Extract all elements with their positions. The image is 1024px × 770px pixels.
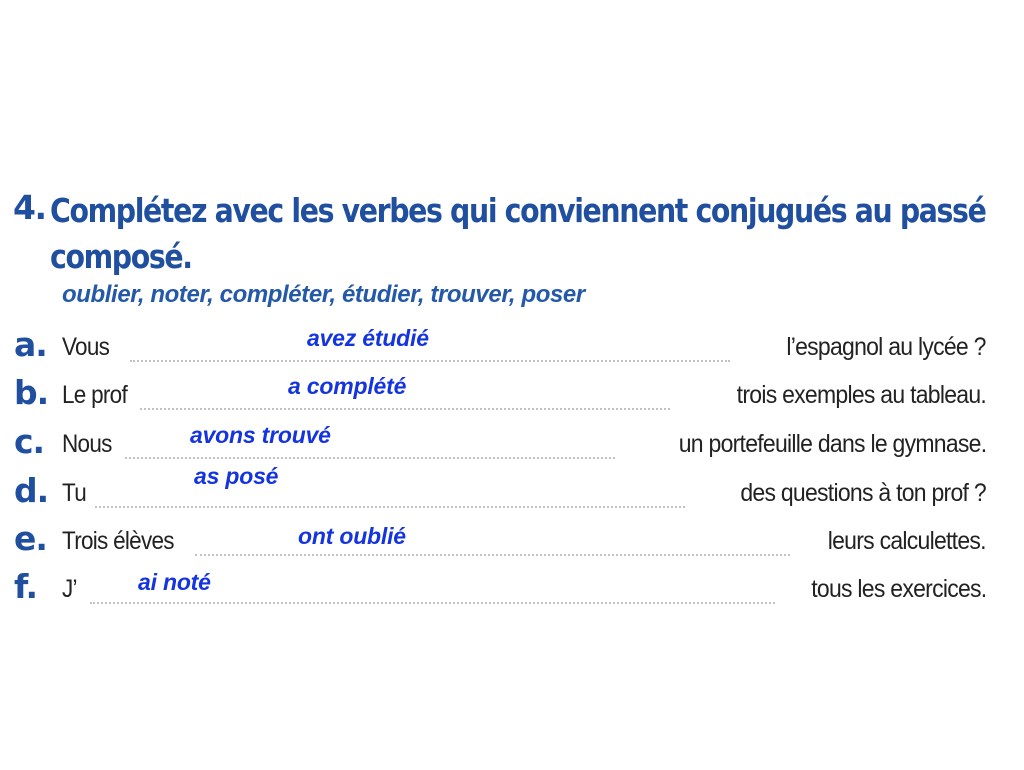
item-letter: e. [14,519,47,558]
blank-dotted-line [95,486,685,508]
item-ending: leurs calculettes. [824,526,986,556]
exercise-title: Complétez avec les verbes qui conviennent conjugués au passé composé. [50,191,986,276]
item-ending: un portefeuille dans le gymnase. [675,429,986,459]
exercise-item-a [0,326,1024,370]
item-letter: b. [14,373,49,412]
item-letter: a. [14,325,47,364]
exercise-item-d [0,463,1024,516]
item-subject: Trois élèves [62,526,177,556]
blank-dotted-line [130,340,730,362]
item-ending: des questions à ton prof ? [737,478,986,508]
exercise-item-f [0,568,1024,612]
item-subject: Nous [62,429,115,459]
blank-dotted-line [195,534,790,556]
handwritten-answer[interactable]: a complété [288,373,407,399]
item-subject: Tu [62,478,90,508]
handwritten-answer[interactable]: ont oublié [298,523,406,549]
item-letter: c. [14,422,45,461]
item-ending: tous les exercices. [807,574,986,604]
exercise-item-c [0,423,1024,467]
handwritten-answer[interactable]: avez étudié [307,325,429,351]
exercise-item-e [0,520,1024,564]
exercise-number: 4. [13,188,46,227]
item-subject: J’ [62,574,80,604]
verb-list: oublier, noter, compléter, étudier, trouver, poser [62,281,585,308]
exercise-item-b [0,374,1024,418]
item-ending: l’espagnol au lycée ? [783,332,986,362]
item-subject: Vous [62,332,113,362]
item-letter: d. [14,471,49,510]
item-ending: trois exemples au tableau. [733,380,986,410]
handwritten-answer[interactable]: ai noté [138,569,211,595]
item-subject: Le prof [62,380,131,410]
handwritten-answer[interactable]: as posé [194,463,279,489]
handwritten-answer[interactable]: avons trouvé [190,422,331,448]
item-letter: f. [14,567,38,606]
